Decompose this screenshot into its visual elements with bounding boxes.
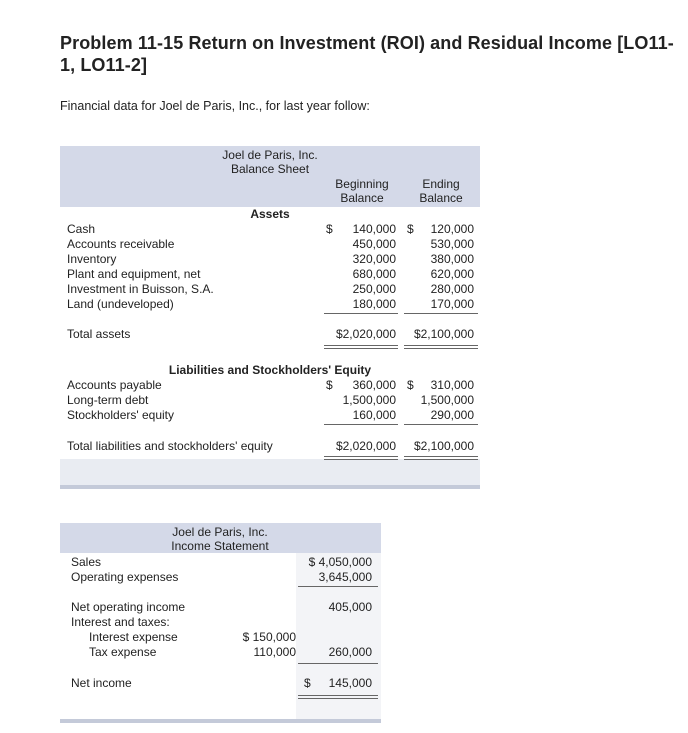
subtotal-rule <box>324 424 398 425</box>
subtotal-rule <box>298 663 378 664</box>
asset-end-value: 170,000 <box>430 297 474 311</box>
noi-value: 405,000 <box>328 600 372 614</box>
balance-sheet-footer-band <box>60 459 480 485</box>
asset-label: Cash <box>67 222 96 236</box>
double-rule <box>298 698 378 699</box>
asset-begin-value: 140,000 <box>352 222 396 236</box>
dollar-sign: $ <box>304 676 311 690</box>
interest-taxes-total: 260,000 <box>328 645 372 659</box>
liability-begin-value: 1,500,000 <box>342 393 396 407</box>
income-statement-bottom-rule <box>60 719 381 723</box>
tax-value: 110,000 <box>253 645 296 659</box>
liability-begin-value: 160,000 <box>352 408 396 422</box>
is-company: Joel de Paris, Inc. <box>172 525 268 539</box>
subtotal-rule <box>404 424 478 425</box>
liability-label: Accounts payable <box>67 378 162 392</box>
double-rule <box>324 348 398 349</box>
col-end-line2: Balance <box>419 191 463 205</box>
total-assets-begin: $2,020,000 <box>335 327 396 341</box>
net-income-value: 145,000 <box>328 676 372 690</box>
asset-label: Plant and equipment, net <box>67 267 201 281</box>
dollar-sign: $ <box>326 378 333 392</box>
liability-end-value: 290,000 <box>430 408 474 422</box>
balance-sheet-bottom-rule <box>60 485 480 489</box>
liability-end-value: 310,000 <box>430 378 474 392</box>
subtotal-rule <box>404 313 478 314</box>
col-end-line1: Ending <box>422 177 460 191</box>
col-begin-line2: Balance <box>340 191 384 205</box>
bs-heading: Balance Sheet <box>230 162 310 176</box>
net-income-label: Net income <box>71 676 132 690</box>
total-liab-begin: $2,020,000 <box>335 439 396 453</box>
asset-end-value: 380,000 <box>430 252 474 266</box>
bs-company: Joel de Paris, Inc. <box>222 148 318 162</box>
double-rule <box>404 348 478 349</box>
opex-label: Operating expenses <box>71 570 179 584</box>
page-title: Problem 11-15 Return on Investment (ROI) and Residual Income [LO11-1, LO11-2] <box>60 33 674 75</box>
assets-heading: Assets <box>250 207 290 221</box>
double-rule <box>324 345 398 346</box>
liabilities-heading: Liabilities and Stockholders' Equity <box>168 363 372 377</box>
interest-taxes-label: Interest and taxes: <box>71 615 170 629</box>
asset-begin-value: 680,000 <box>352 267 396 281</box>
interest-label: Interest expense <box>89 630 178 644</box>
opex-value: 3,645,000 <box>318 570 372 584</box>
total-liab-label: Total liabilities and stockholders' equity <box>67 439 273 453</box>
balance-sheet-table <box>60 146 480 486</box>
asset-label: Inventory <box>67 252 117 266</box>
asset-end-value: 120,000 <box>430 222 474 236</box>
tax-label: Tax expense <box>89 645 157 659</box>
interest-value: $ 150,000 <box>242 630 296 644</box>
asset-begin-value: 250,000 <box>352 282 396 296</box>
asset-label: Investment in Buisson, S.A. <box>67 282 214 296</box>
dollar-sign: $ <box>326 222 333 236</box>
asset-end-value: 280,000 <box>430 282 474 296</box>
dollar-sign: $ <box>407 378 414 392</box>
double-rule <box>404 456 478 457</box>
liability-begin-value: 360,000 <box>352 378 396 392</box>
double-rule <box>324 459 398 460</box>
double-rule <box>298 695 378 696</box>
total-assets-end: $2,100,000 <box>413 327 474 341</box>
double-rule <box>404 459 478 460</box>
sales-value: $ 4,050,000 <box>308 555 372 569</box>
dollar-sign: $ <box>407 222 414 236</box>
total-liab-end: $2,100,000 <box>413 439 474 453</box>
income-statement-table <box>60 523 381 723</box>
asset-end-value: 620,000 <box>430 267 474 281</box>
asset-begin-value: 180,000 <box>352 297 396 311</box>
liability-end-value: 1,500,000 <box>420 393 474 407</box>
double-rule <box>404 345 478 346</box>
liability-label: Long-term debt <box>67 393 149 407</box>
sales-label: Sales <box>71 555 102 569</box>
intro-text: Financial data for Joel de Paris, Inc., for last year follow: <box>60 99 370 113</box>
total-assets-label: Total assets <box>67 327 131 341</box>
subtotal-rule <box>324 313 398 314</box>
col-begin-line1: Beginning <box>335 177 389 191</box>
asset-begin-value: 450,000 <box>352 237 396 251</box>
subtotal-rule <box>298 586 378 587</box>
noi-label: Net operating income <box>71 600 186 614</box>
double-rule <box>324 456 398 457</box>
asset-label: Land (undeveloped) <box>67 297 174 311</box>
asset-end-value: 530,000 <box>430 237 474 251</box>
is-heading: Income Statement <box>171 539 269 553</box>
asset-label: Accounts receivable <box>67 237 175 251</box>
liability-label: Stockholders' equity <box>67 408 175 422</box>
asset-begin-value: 320,000 <box>352 252 396 266</box>
